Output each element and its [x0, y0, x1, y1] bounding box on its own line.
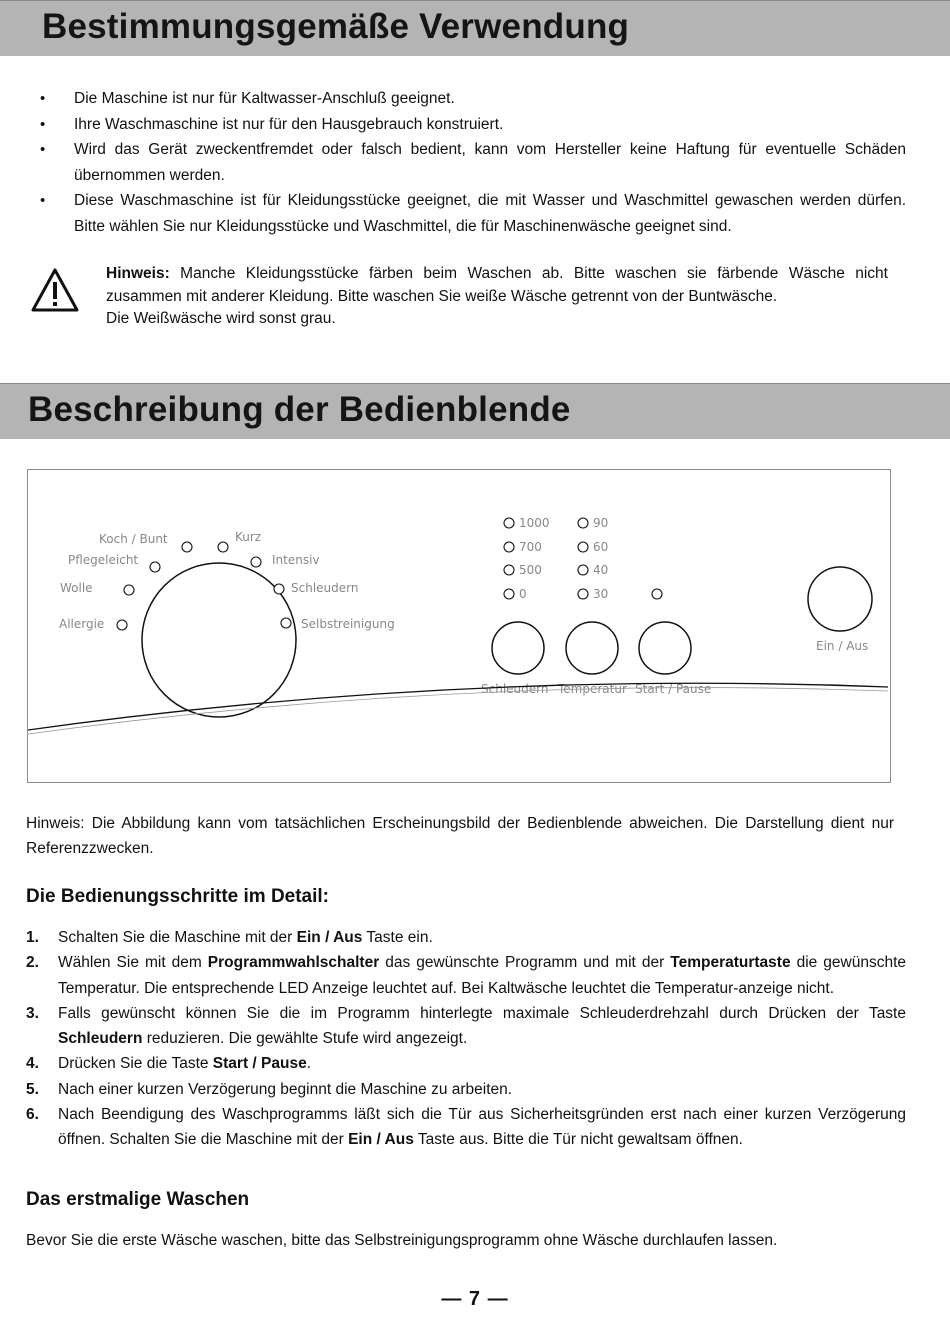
led-selbstreinigung [281, 618, 291, 628]
list-item [26, 1077, 906, 1102]
list-item [26, 925, 906, 950]
spin-label-0: 0 [519, 587, 527, 601]
led-kurz [218, 542, 228, 552]
schleudern-button[interactable] [492, 622, 544, 674]
button-label-schleudern: Schleudern [481, 682, 549, 696]
led-schleudern-program [274, 584, 284, 594]
step-emphasis: Ein / Aus [296, 929, 363, 946]
temp-label-90: 90 [593, 516, 609, 530]
temp-label-60: 60 [593, 540, 609, 554]
start-pause-button[interactable] [639, 622, 691, 674]
button-label-start-pause: Start / Pause [635, 682, 712, 696]
notice-body-2: Die Weißwäsche wird sonst grau. [106, 310, 336, 327]
section-header-panel [0, 383, 950, 439]
step-text: Nach Beendigung des Waschprogramms läßt sich die Tür aus Sicherheitsgründen erst nach einer kurzen Verzögerung öffnen. Schalten Sie die Maschine mit der Ein / Aus Taste aus. Bitte die Tür nicht gewaltsam öffnen. [58, 1106, 906, 1149]
control-panel-drawing [28, 470, 890, 782]
button-label-temperatur: Temperatur [558, 682, 627, 696]
step-emphasis: Programmwahlschalter [207, 954, 380, 972]
temp-label-30: 30 [593, 587, 609, 601]
step-text: Schalten Sie die Maschine mit der Ein / Aus Taste ein. [58, 929, 433, 946]
step-emphasis: Start / Pause [212, 1055, 307, 1073]
led-temp-40 [578, 565, 588, 575]
panel-curve [28, 683, 888, 730]
list-item [26, 1051, 906, 1076]
list-item: • Ihre Waschmaschine ist nur für den Hausgebrauch konstruiert. [40, 112, 906, 138]
step-text: Falls gewünscht können Sie die im Programm hinterlegte maximale Schleuderdrehzahl durch Drücken der Taste Schleudern reduzieren. Die gewählte Stufe wird angezeigt. [58, 1004, 906, 1048]
step-number: 5. [26, 1080, 39, 1098]
led-temp-90 [578, 518, 588, 528]
spin-label-500: 500 [519, 563, 542, 577]
section-title-panel: Beschreibung der Bedienblende [28, 390, 571, 429]
notice-text [106, 263, 888, 331]
control-panel-illustration [27, 469, 891, 783]
program-label-kurz: Kurz [235, 530, 262, 544]
first-wash-text: Bevor Sie die erste Wäsche waschen, bitte das Selbstreinigungsprogramm ohne Wäsche durchlaufen lassen. [26, 1232, 778, 1249]
led-temp-60 [578, 542, 588, 552]
spin-label-1000: 1000 [519, 516, 550, 530]
step-number: 2. [26, 954, 39, 972]
step-text: Nach einer kurzen Verzögerung beginnt die Maschine zu arbeiten. [58, 1080, 513, 1098]
page-number: — 7 — [441, 1288, 509, 1310]
steps-list [26, 925, 906, 1153]
list-item [26, 1001, 906, 1052]
step-number: 4. [26, 1055, 39, 1073]
step-emphasis: Temperaturtaste [670, 954, 791, 972]
panel-curve-shadow [28, 688, 888, 734]
section-title-usage: Bestimmungsgemäße Verwendung [42, 7, 630, 46]
step-number: 3. [26, 1004, 39, 1022]
step-emphasis: Ein / Aus [348, 1131, 414, 1149]
temperatur-button[interactable] [566, 622, 618, 674]
list-item [26, 1102, 906, 1153]
steps-heading: Die Bedienungsschritte im Detail: [26, 886, 330, 907]
program-dial[interactable] [142, 563, 296, 717]
program-label-allergie: Allergie [59, 617, 105, 631]
program-label-koch-bunt: Koch / Bunt [99, 532, 168, 546]
list-item: • Die Maschine ist nur für Kaltwasser-Anschluß geeignet. [40, 86, 906, 112]
step-number: 1. [26, 929, 39, 946]
step-emphasis: Schleudern [58, 1030, 143, 1048]
program-label-selbstreinigung: Selbstreinigung [301, 617, 395, 631]
step-text: Drücken Sie die Taste Start / Pause. [58, 1055, 312, 1073]
usage-bullet-list [40, 86, 906, 239]
led-spin-0 [504, 589, 514, 599]
led-spin-1000 [504, 518, 514, 528]
step-text: Wählen Sie mit dem Programmwahlschalter das gewünschte Programm und mit der Temperaturtaste die gewünschte Temperatur. Die entsprechende LED Anzeige leuchtet auf. Bei Kaltwäsche leuchtet die Temperatur-anzeige nicht. [58, 954, 906, 997]
first-wash-heading: Das erstmalige Waschen [26, 1189, 250, 1210]
ein-aus-button[interactable] [808, 567, 872, 631]
power-label: Ein / Aus [816, 639, 869, 653]
panel-note: Hinweis: Die Abbildung kann vom tatsächlichen Erscheinungsbild der Bedienblende abweichen. Die Darstellung dient nur Referenzzwecken. [26, 815, 894, 857]
program-label-intensiv: Intensiv [272, 553, 320, 567]
led-allergie [117, 620, 127, 630]
led-wolle [124, 585, 134, 595]
program-label-pflegeleicht: Pflegeleicht [68, 553, 139, 567]
led-spin-700 [504, 542, 514, 552]
list-item: • Wird das Gerät zweckentfremdet oder falsch bedient, kann vom Hersteller keine Haftung für eventuelle Schäden übernommen werden. [40, 137, 906, 188]
led-koch-bunt [182, 542, 192, 552]
list-item: • Diese Waschmaschine ist für Kleidungsstücke geeignet, die mit Wasser und Waschmittel gewaschen werden dürfen. Bitte wählen Sie nur Kleidungsstücke und Waschmittel, die für Maschinenwäsche geeignet sind. [40, 188, 906, 239]
led-temp-30 [578, 589, 588, 599]
led-start-pause [652, 589, 662, 599]
led-spin-500 [504, 565, 514, 575]
program-label-wolle: Wolle [60, 581, 93, 595]
led-intensiv [251, 557, 261, 567]
notice-label: Hinweis: [106, 265, 170, 282]
temp-label-40: 40 [593, 563, 609, 577]
notice-body: Manche Kleidungsstücke färben beim Waschen ab. Bitte waschen sie färbende Wäsche nicht zusammen mit anderer Kleidung. Bitte waschen Sie weiße Wäsche getrennt von der Buntwäsche. [106, 265, 888, 305]
step-number: 6. [26, 1106, 39, 1124]
section-header-usage [0, 0, 950, 56]
list-item [26, 950, 906, 1001]
led-pflegeleicht [150, 562, 160, 572]
program-label-schleudern: Schleudern [291, 581, 359, 595]
spin-label-700: 700 [519, 540, 542, 554]
warning-icon [30, 265, 80, 315]
